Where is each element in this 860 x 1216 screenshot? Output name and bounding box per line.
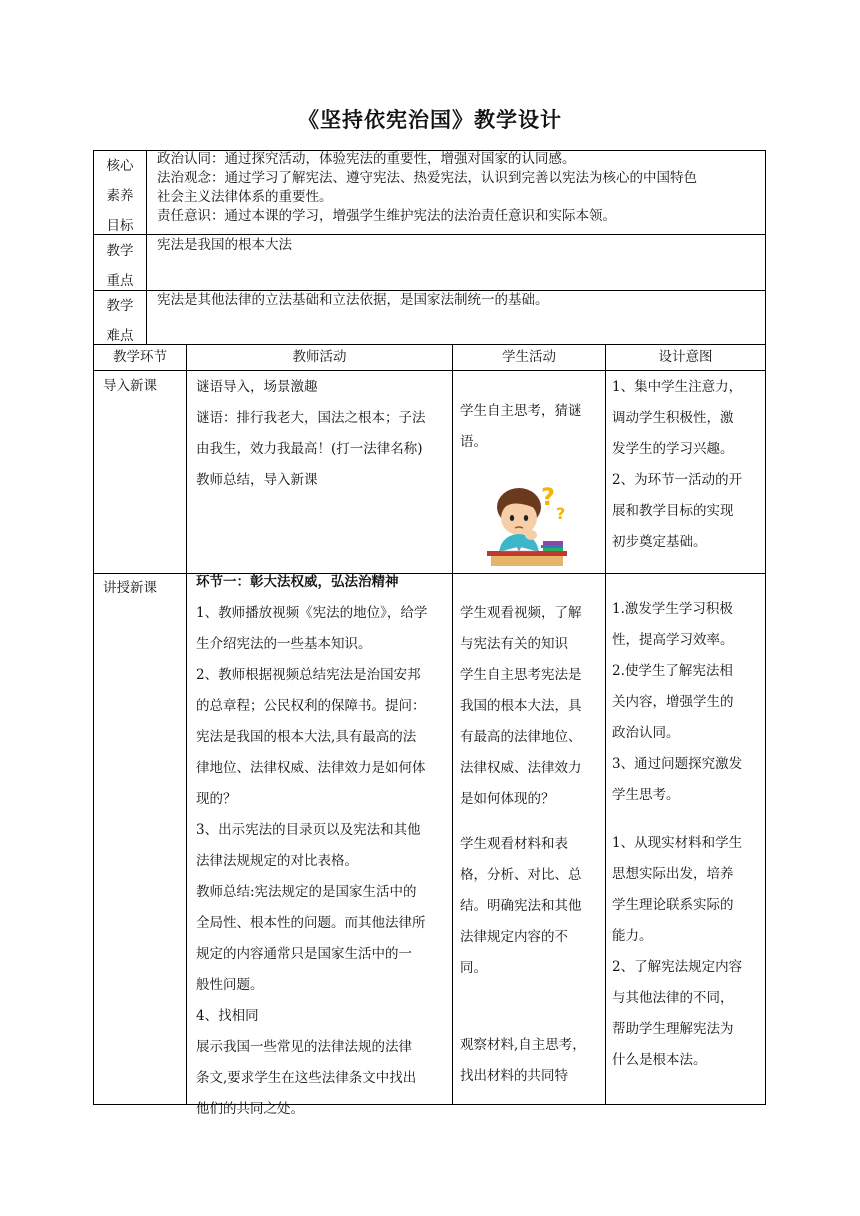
difficult-point-text: 宪法是其他法律的立法基础和立法依据，是国家法制统一的基础。 [157, 292, 549, 308]
teacher-activity-intro: 谜语导入，场景激趣 谜语：排行我老大，国法之根本；子法 由我生，效力我最高！(打一法律名称) 教师总结，导入新课 [196, 379, 426, 488]
intent-intro: 1、集中学生注意力， 调动学生积极性，激 发学生的学习兴趣。 2、为环节一活动的开 展和教学目标的实现 初步奠定基础。 [612, 379, 743, 550]
intent-lesson-b: 1、从现实材料和学生 思想实际出发，培养 学生理论联系实际的 能力。 2、了解宪法规定内容 与其他法律的不同， 帮助学生理解宪法为 什么是根本法。 [612, 835, 743, 1068]
key-point-text: 宪法是我国的根本大法 [157, 237, 292, 253]
intent-lesson-a: 1.激发学生学习积极 性，提高学习效率。 2.使学生了解宪法相 关内容，增强学生的 政治认同。 3、通过问题探究激发 学生思考。 [612, 601, 743, 803]
teacher-activity-lesson: 环节一：彰大法权威，弘法治精神 1、教师播放视频《宪法的地位》，给学 生介绍宪法的一些基本知识。 2、教师根据视频总结宪法是治国安邦 的总章程；公民权利的保障书。提问： 宪法是我国的根本大法,具有最高的法 律地位、法律权威、法律效力是如何体 现的？ 3、出示宪法的目录页以及宪法和其他 法律法规规定的对比表格。 教师总结:宪法规定的是国家生活中的 全局性、根本性的问题。而其他法律所 规定的内容通常只是国家生活中的一 般性问题。 4、找相同 展示我国一些常见的法律法规的法律 条文,要求学生在这些法律条文中找出 他们的共同之处。 [196, 567, 448, 1125]
svg-text:?: ? [541, 483, 555, 511]
difficult-label: 教学 难点 [106, 298, 134, 344]
goals-text: 政治认同：通过探究活动，体验宪法的重要性，增强对国家的认同感。 法治观念：通过学习了解宪法、遵守宪法、热爱宪法，认识到完善以宪法为核心的中国特色 社会主义法律体系的重要性。 责任意识：通过本课的学习，增强学生维护宪法的法治责任意识和实际本领。 [157, 151, 697, 224]
svg-text:?: ? [556, 504, 566, 523]
student-activity-lesson-c: 观察材料,自主思考， 找出材料的共同特 [460, 1037, 586, 1084]
header-intent: 设计意图 [658, 349, 713, 365]
goals-label: 核心 素养 目标 [106, 158, 134, 234]
stage-new-lesson: 讲授新课 [103, 580, 157, 596]
stage-intro: 导入新课 [103, 378, 157, 394]
student-activity-lesson-a: 学生观看视频，了解 与宪法有关的知识 学生自主思考宪法是 我国的根本大法，具 有最高的法律地位、 法律权威、法律效力 是如何体现的？ [460, 605, 582, 807]
thinking-student-illustration [481, 483, 571, 569]
section-heading: 环节一：彰大法权威，弘法治精神 [196, 574, 399, 590]
header-student: 学生活动 [502, 349, 556, 365]
header-teacher: 教师活动 [292, 349, 347, 365]
student-activity-intro: 学生自主思考，猜谜 语。 [460, 403, 582, 450]
header-stage: 教学环节 [113, 349, 167, 365]
key-label: 教学 重点 [106, 243, 134, 289]
page-title: 《坚持依宪治国》教学设计 [298, 108, 562, 132]
student-activity-lesson-b: 学生观看材料和表 格，分析、对比、总 结。明确宪法和其他 法律规定内容的不 同。 [460, 836, 582, 976]
